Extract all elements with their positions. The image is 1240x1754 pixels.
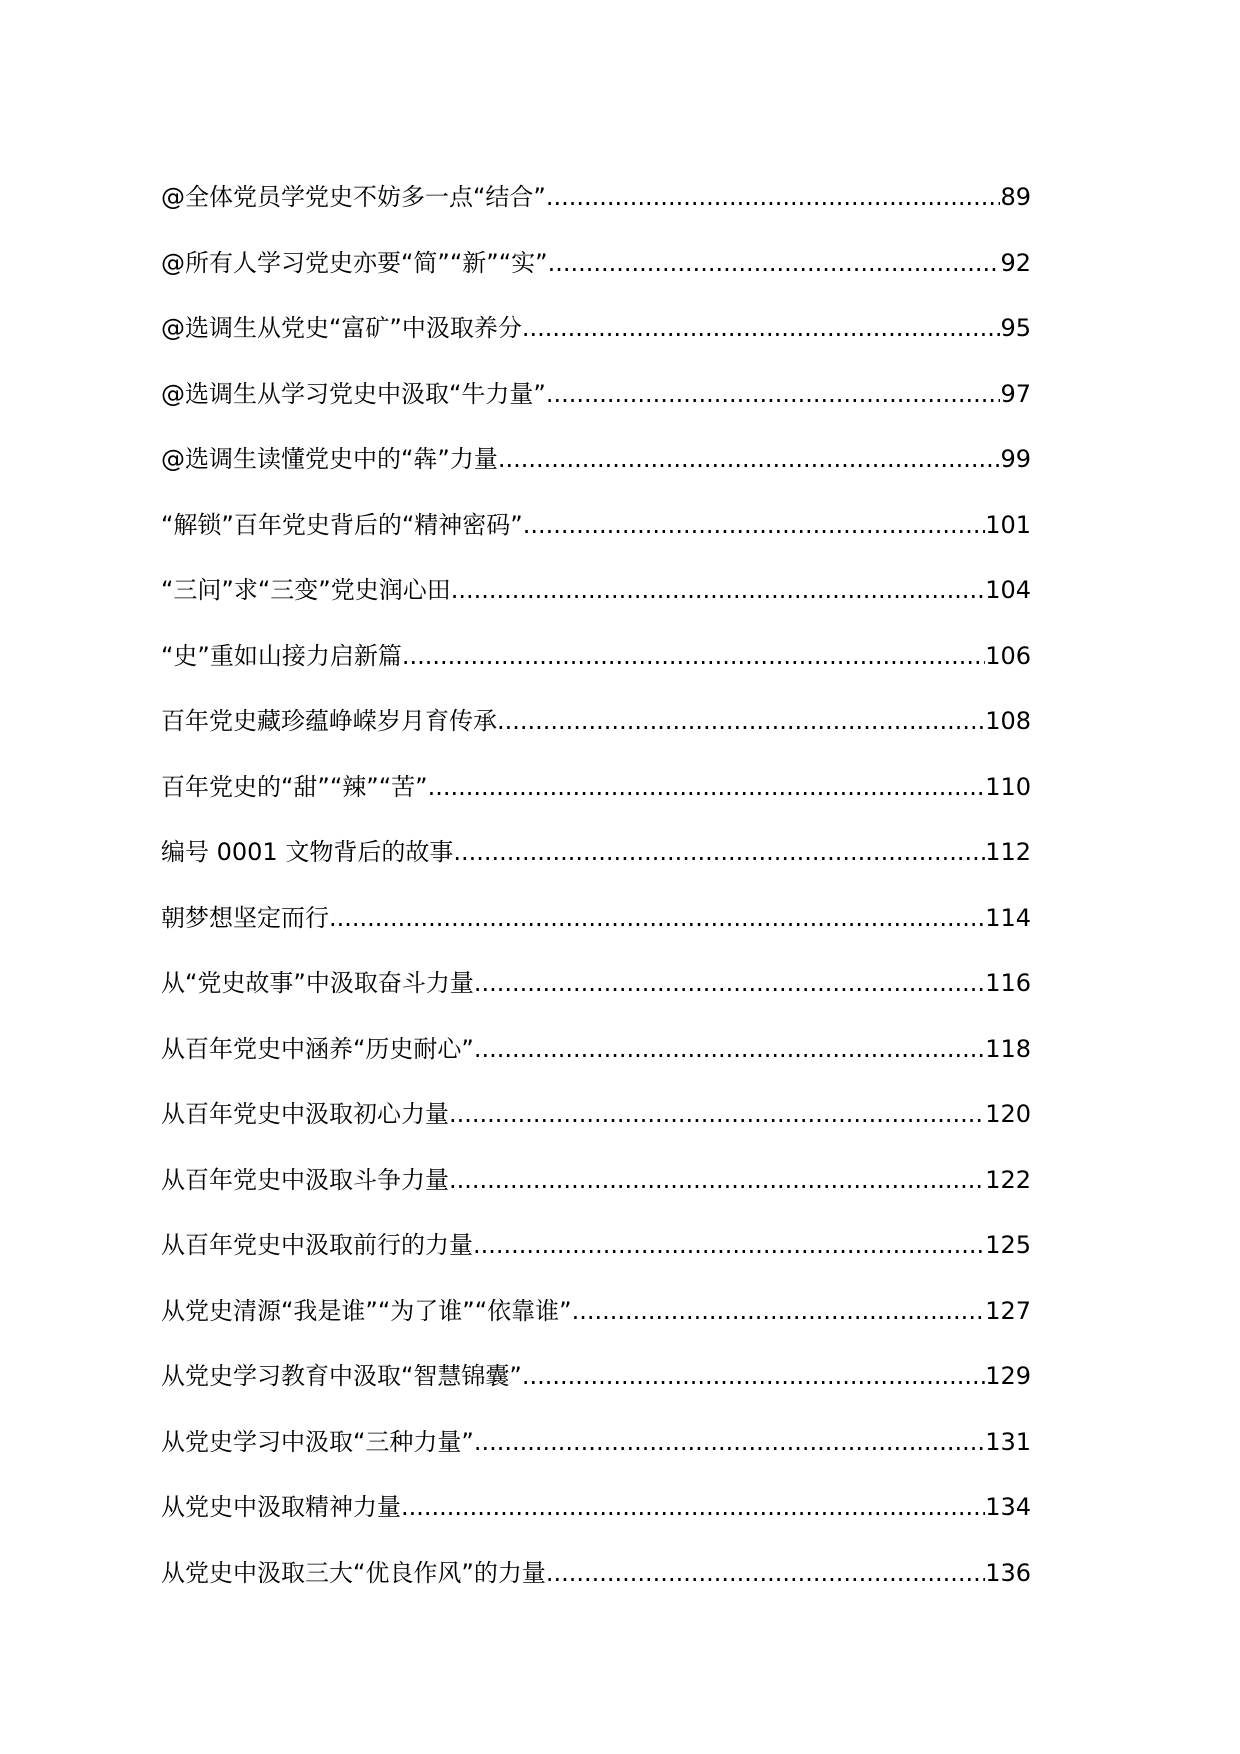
toc-dot-leader	[329, 886, 985, 952]
toc-entry-title: “解锁”百年党史背后的“精神密码”	[161, 510, 523, 539]
toc-page-number: 112	[985, 838, 1031, 866]
toc-entry-title: @选调生从党史“富矿”中汲取养分	[161, 314, 522, 342]
toc-dot-leader	[449, 1082, 985, 1148]
toc-entry-title: “三问”求“三变”党史润心田	[161, 576, 451, 604]
toc-page-number: 131	[985, 1427, 1031, 1456]
toc-entry-title: “史”重如山接力启新篇	[161, 641, 402, 670]
toc-entry-title: @选调生从学习党史中汲取“牛力量”	[161, 379, 546, 408]
toc-entry[interactable]	[161, 624, 1031, 690]
toc-entry-title: 从党史清源“我是谁”“为了谁”“依靠谁”	[161, 1296, 572, 1325]
toc-dot-leader	[548, 231, 1001, 297]
toc-dot-leader	[523, 493, 985, 559]
toc-entry[interactable]	[161, 1475, 1031, 1541]
toc-page-number: 129	[985, 1362, 1031, 1390]
toc-entry[interactable]	[161, 755, 1031, 821]
toc-dot-leader	[572, 1279, 986, 1345]
toc-dot-leader	[474, 951, 985, 1017]
toc-page-number: 89	[1000, 183, 1031, 211]
toc-page-number: 134	[985, 1493, 1031, 1521]
toc-page-number: 92	[1000, 248, 1031, 277]
toc-page-number: 120	[985, 1100, 1031, 1128]
toc-page-number: 99	[1000, 445, 1031, 473]
toc-entry[interactable]	[161, 427, 1031, 493]
toc-entry[interactable]	[161, 1344, 1031, 1410]
toc-entry-title: 编号 0001 文物背后的故事	[161, 838, 454, 866]
toc-page-number: 136	[985, 1558, 1031, 1587]
toc-entry-title: 从百年党史中涵养“历史耐心”	[161, 1034, 474, 1063]
toc-dot-leader	[546, 165, 1001, 231]
toc-entry-title: @选调生读懂党史中的“犇”力量	[161, 445, 498, 473]
toc-entry-title: @所有人学习党史亦要“简”“新”“实”	[161, 248, 548, 277]
toc-entry-title: 从党史学习教育中汲取“智慧锦囊”	[161, 1362, 522, 1390]
toc-dot-leader	[497, 689, 985, 755]
toc-entry[interactable]	[161, 231, 1031, 297]
toc-dot-leader	[401, 1475, 985, 1541]
toc-dot-leader	[473, 1213, 985, 1279]
toc-entry-title: 朝梦想坚定而行	[161, 903, 329, 932]
toc-entry-title: 从党史中汲取精神力量	[161, 1493, 401, 1521]
toc-page-number: 104	[985, 576, 1031, 604]
toc-page-number: 97	[1000, 379, 1031, 408]
toc-page-number: 106	[985, 641, 1031, 670]
toc-dot-leader	[522, 1344, 985, 1410]
toc-entry[interactable]	[161, 689, 1031, 755]
toc-dot-leader	[546, 1541, 985, 1607]
toc-entry-title: 从“党史故事”中汲取奋斗力量	[161, 969, 474, 997]
toc-entry[interactable]	[161, 1213, 1031, 1279]
toc-page-number: 101	[985, 510, 1031, 539]
toc-page-number: 110	[985, 772, 1031, 801]
toc-page-number: 95	[1000, 314, 1031, 342]
toc-dot-leader	[522, 296, 1001, 362]
toc-entry[interactable]	[161, 558, 1031, 624]
toc-dot-leader	[402, 624, 985, 690]
toc-dot-leader	[474, 1410, 985, 1476]
toc-entry[interactable]	[161, 165, 1031, 231]
toc-entry-title: 百年党史的“甜”“辣”“苦”	[161, 772, 428, 801]
toc-dot-leader	[451, 558, 985, 624]
toc-page-number: 125	[985, 1231, 1031, 1259]
table-of-contents	[161, 165, 1031, 1606]
toc-entry[interactable]	[161, 1279, 1031, 1345]
toc-entry-title: 从百年党史中汲取斗争力量	[161, 1165, 449, 1194]
toc-entry[interactable]	[161, 493, 1031, 559]
toc-dot-leader	[498, 427, 1001, 493]
toc-dot-leader	[474, 1017, 985, 1083]
toc-page-number: 127	[985, 1296, 1031, 1325]
toc-entry[interactable]	[161, 1082, 1031, 1148]
toc-entry[interactable]	[161, 1541, 1031, 1607]
toc-page-number: 118	[985, 1034, 1031, 1063]
toc-entry-title: @全体党员学党史不妨多一点“结合”	[161, 183, 546, 211]
toc-dot-leader	[449, 1148, 985, 1214]
toc-entry-title: 百年党史藏珍蕴峥嵘岁月育传承	[161, 707, 497, 735]
toc-dot-leader	[453, 820, 985, 886]
toc-entry[interactable]	[161, 296, 1031, 362]
toc-dot-leader	[546, 362, 1001, 428]
toc-entry[interactable]	[161, 1017, 1031, 1083]
toc-dot-leader	[428, 755, 986, 821]
toc-entry[interactable]	[161, 951, 1031, 1017]
toc-entry-title: 从党史中汲取三大“优良作风”的力量	[161, 1558, 546, 1587]
toc-entry[interactable]	[161, 1410, 1031, 1476]
toc-page-number: 108	[985, 707, 1031, 735]
toc-page-number: 114	[985, 903, 1031, 932]
toc-entry[interactable]	[161, 886, 1031, 952]
toc-entry-title: 从百年党史中汲取初心力量	[161, 1100, 449, 1128]
toc-entry-title: 从百年党史中汲取前行的力量	[161, 1231, 473, 1259]
toc-entry[interactable]	[161, 362, 1031, 428]
toc-page-number: 122	[985, 1165, 1031, 1194]
toc-page-number: 116	[985, 969, 1031, 997]
toc-entry-title: 从党史学习中汲取“三种力量”	[161, 1427, 474, 1456]
toc-entry[interactable]	[161, 1148, 1031, 1214]
toc-entry[interactable]	[161, 820, 1031, 886]
